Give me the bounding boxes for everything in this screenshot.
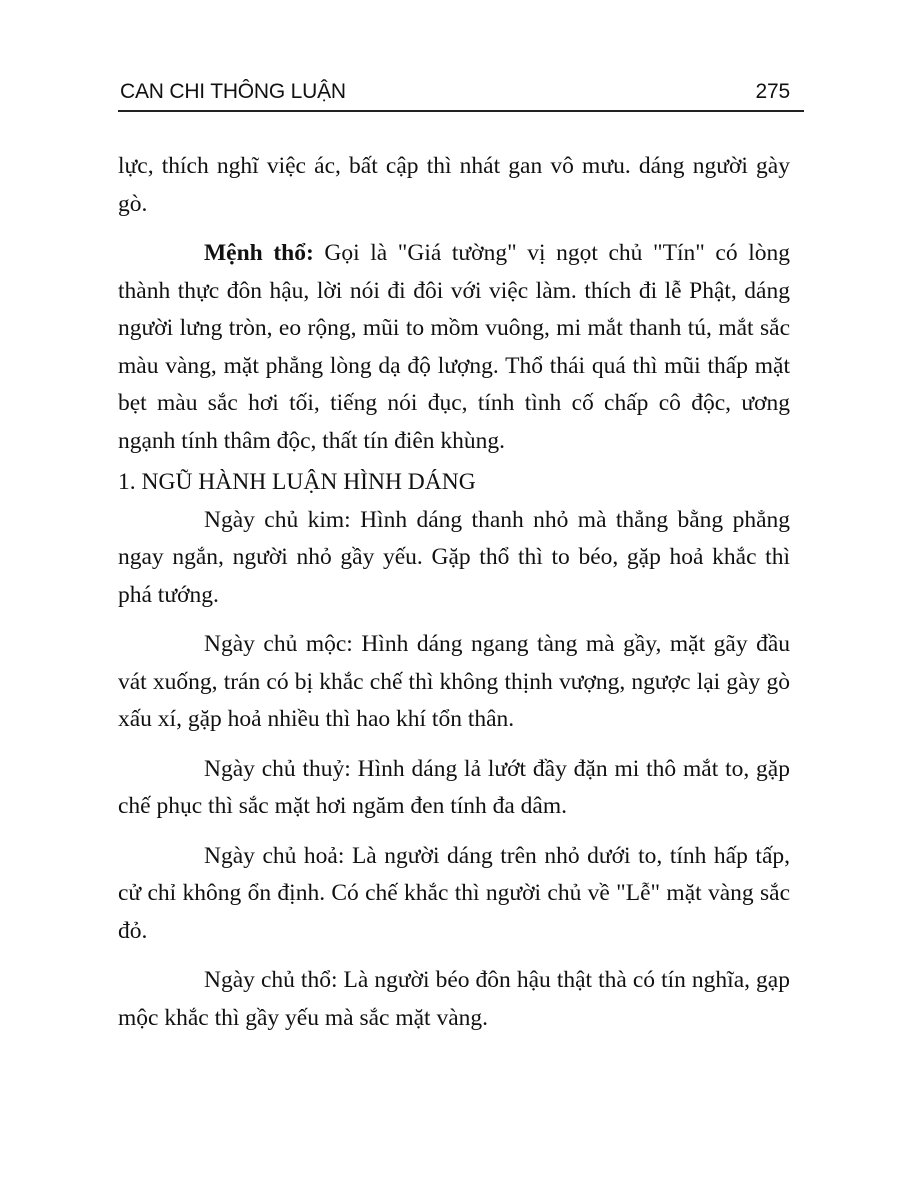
- continuation-paragraph: lực, thích nghĩ việc ác, bất cập thì nhát gan vô mưu. dáng người gày gò.: [118, 153, 790, 217]
- section-heading: 1. NGŨ HÀNH LUẬN HÌNH DÁNG: [118, 469, 476, 495]
- menh-tho-paragraph: [118, 235, 790, 460]
- running-header: [118, 80, 804, 112]
- page-number: 275: [755, 80, 790, 103]
- paragraph-tho: Ngày chủ thổ: Là người béo đôn hậu thật thà có tín nghĩa, gạp mộc khắc thì gầy yếu mà sắc mặt vàng.: [118, 967, 790, 1031]
- menh-tho-lead: Mệnh thổ:: [204, 240, 314, 266]
- paragraph-hoa: Ngày chủ hoả: Là người dáng trên nhỏ dưới to, tính hấp tấp, cử chỉ không ổn định. Có chế khắc thì người chủ về "Lễ" mặt vàng sắc đỏ.: [118, 842, 790, 944]
- paragraph-kim: Ngày chủ kim: Hình dáng thanh nhỏ mà thẳng bằng phẳng ngay ngắn, người nhỏ gầy yếu. Gặp thổ thì to béo, gặp hoả khắc thì phá tướng.: [118, 506, 790, 608]
- body-text: [118, 148, 790, 1037]
- menh-tho-text: Gọi là "Giá tường" vị ngọt chủ "Tín" có lòng thành thực đôn hậu, lời nói đi đôi với việc làm. thích đi lễ Phật, dáng người lưng tròn, eo rộng, mũi to mồm vuông, mi mắt thanh tú, mắt sắc màu vàng, mặt phẳng lòng dạ độ lượng. Thổ thái quá thì mũi thấp mặt bẹt màu sắc hơi tối, tiếng nói đục, tính tình cố chấp cô độc, ương ngạnh tính thâm độc, thất tín điên khùng.: [118, 240, 790, 454]
- header-rule: [118, 110, 804, 112]
- paragraph-moc: Ngày chủ mộc: Hình dáng ngang tàng mà gầy, mặt gãy đầu vát xuống, trán có bị khắc chế thì không thịnh vượng, ngược lại gày gò xấu xí, gặp hoả nhiều thì hao khí tổn thân.: [118, 631, 790, 732]
- book-title: CAN CHI THÔNG LUẬN: [120, 80, 346, 103]
- paragraph-thuy: Ngày chủ thuỷ: Hình dáng lả lướt đầy đặn mi thô mắt to, gặp chế phục thì sắc mặt hơi ngăm đen tính đa dâm.: [118, 755, 790, 819]
